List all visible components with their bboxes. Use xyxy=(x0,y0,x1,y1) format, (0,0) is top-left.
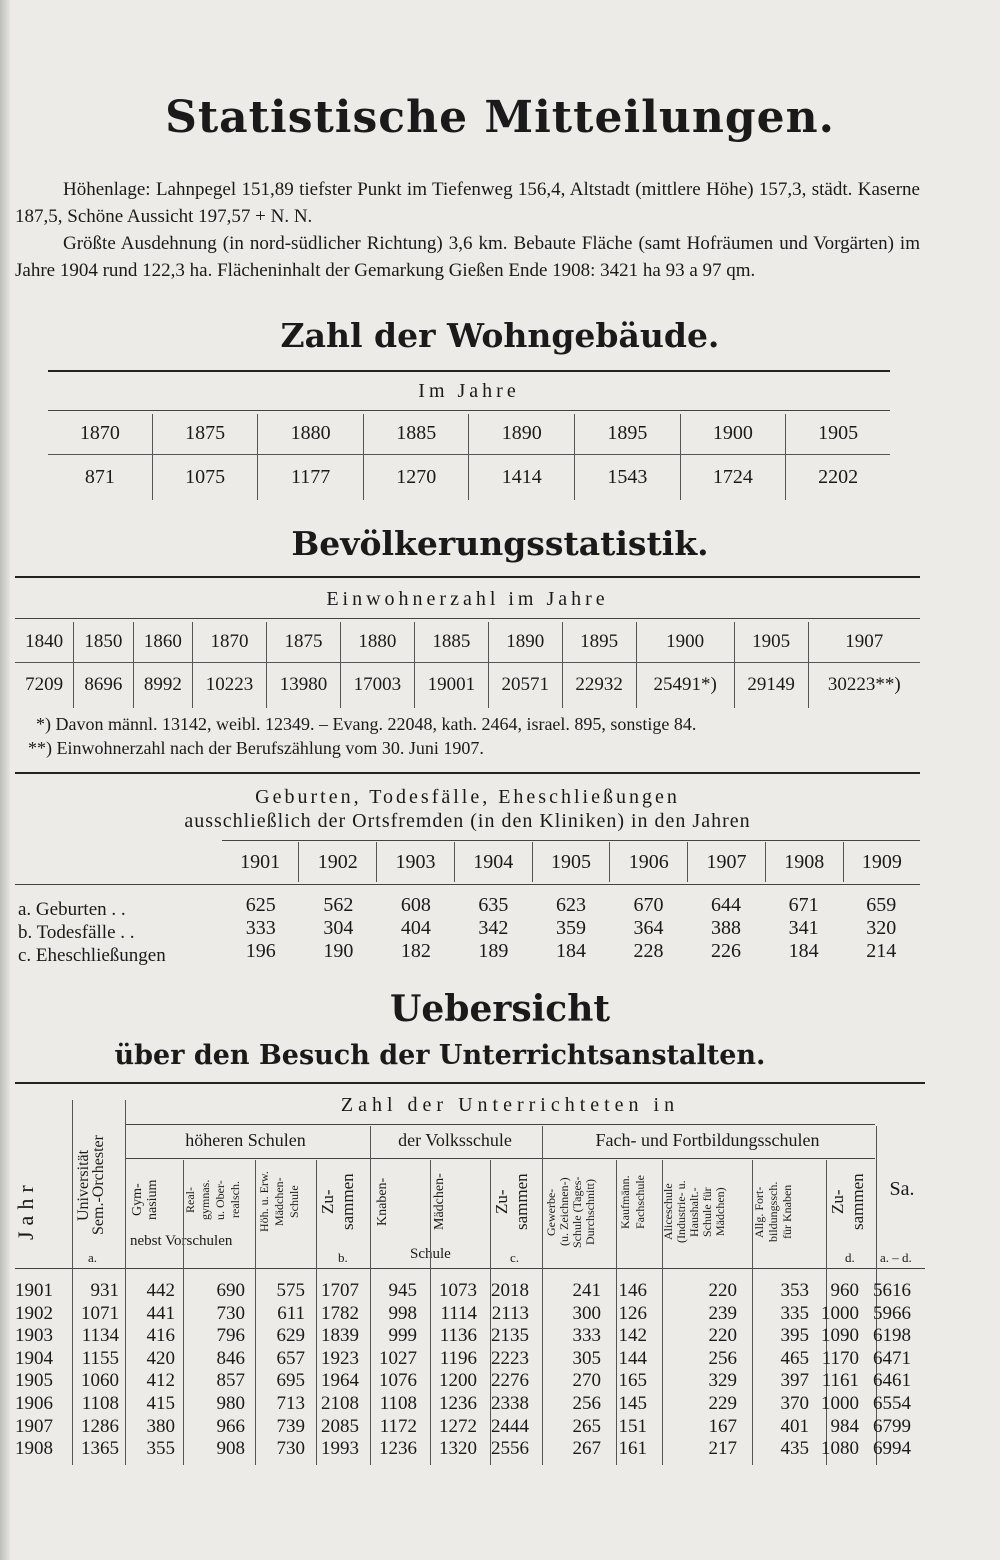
group-fachschulen: Fach- und Fortbildungsschulen xyxy=(595,1130,820,1150)
school-cell: 217 xyxy=(708,1438,737,1460)
geb-value: 670 xyxy=(633,894,664,916)
geb-value: 190 xyxy=(323,940,354,962)
school-cell: 739 xyxy=(276,1415,305,1437)
wohn-year: 1870 xyxy=(79,422,120,445)
school-cell: 2444 xyxy=(491,1415,529,1437)
bev-value: 10223 xyxy=(193,662,267,708)
school-row xyxy=(15,1280,915,1303)
col-summe: Sa. xyxy=(889,1178,915,1200)
bev-value: 25491*) xyxy=(636,662,734,708)
bev-caption: Einwohnerzahl im Jahre xyxy=(326,588,609,610)
school-cell: 1839 xyxy=(321,1325,359,1347)
school-cell: 435 xyxy=(780,1438,809,1460)
school-cell: 2223 xyxy=(491,1347,529,1369)
school-cell: 265 xyxy=(572,1415,601,1437)
school-cell: 2556 xyxy=(491,1438,529,1460)
school-cell: 6554 xyxy=(873,1392,911,1414)
school-cell: 1155 xyxy=(81,1347,119,1369)
wohn-value: 1414 xyxy=(469,454,575,500)
school-cell: 1993 xyxy=(321,1438,359,1460)
school-cell: 1080 xyxy=(821,1438,859,1460)
sub-label-a: a. xyxy=(88,1250,98,1265)
geb-caption-2: ausschließlich der Ortsfremden (in den Kliniken) in den Jahren xyxy=(184,810,751,832)
bev-year: 1860 xyxy=(133,622,192,662)
school-cell: 1236 xyxy=(379,1438,417,1460)
geb-value: 359 xyxy=(555,917,586,939)
school-row-year: 1903 xyxy=(15,1325,53,1347)
geb-value: 364 xyxy=(633,917,664,939)
school-cell: 165 xyxy=(618,1370,647,1392)
school-cell: 1272 xyxy=(439,1415,477,1437)
school-cell: 2338 xyxy=(491,1392,529,1414)
school-row xyxy=(15,1393,915,1416)
bev-years-row xyxy=(15,622,920,662)
geb-year: 1904 xyxy=(454,842,532,882)
school-cell: 960 xyxy=(830,1280,859,1301)
school-cell: 2276 xyxy=(491,1370,529,1392)
geb-row-births xyxy=(222,894,920,917)
geb-years-row xyxy=(222,842,920,882)
group-volksschule: der Volksschule xyxy=(398,1130,512,1150)
school-cell: 441 xyxy=(146,1302,175,1324)
school-cell: 5616 xyxy=(873,1280,911,1301)
sub-label-vorschulen: nebst Vorschulen xyxy=(130,1233,233,1249)
geb-value: 226 xyxy=(711,940,742,962)
school-cell: 611 xyxy=(277,1302,305,1324)
school-cell: 229 xyxy=(708,1392,737,1414)
school-cell: 2135 xyxy=(491,1325,529,1347)
school-cell: 6198 xyxy=(873,1325,911,1347)
bev-year: 1875 xyxy=(267,622,341,662)
school-cell: 690 xyxy=(216,1280,245,1301)
school-cell: 1073 xyxy=(439,1280,477,1301)
geb-value: 608 xyxy=(400,894,431,916)
school-cell: 945 xyxy=(388,1280,417,1301)
geb-value: 182 xyxy=(400,940,431,962)
col-gymnasium: Gym- nasium xyxy=(130,1179,160,1221)
bev-value: 22932 xyxy=(562,662,636,708)
school-row xyxy=(15,1370,915,1393)
col-gewerbeschule: Gewerbe- (u. Zeichnen-) Schule (Tages- Durchschnitt) xyxy=(544,1176,597,1248)
school-row-year: 1908 xyxy=(15,1438,53,1460)
school-row xyxy=(15,1416,915,1439)
rule-bev-mid xyxy=(15,618,920,619)
bev-year: 1907 xyxy=(808,622,920,662)
wohn-caption: Im Jahre xyxy=(418,380,520,402)
wohn-value: 871 xyxy=(84,465,115,488)
school-cell: 1000 xyxy=(821,1302,859,1324)
school-cell: 980 xyxy=(216,1392,245,1414)
school-cell: 395 xyxy=(780,1325,809,1347)
school-row xyxy=(15,1348,915,1371)
geb-value: 304 xyxy=(323,917,354,939)
geb-value: 625 xyxy=(245,894,276,916)
geb-year: 1909 xyxy=(843,842,920,882)
school-cell: 999 xyxy=(388,1325,417,1347)
school-cell: 353 xyxy=(780,1280,809,1301)
school-cell: 1108 xyxy=(81,1392,119,1414)
school-cell: 329 xyxy=(708,1370,737,1392)
geb-value: 671 xyxy=(788,894,819,916)
school-cell: 267 xyxy=(572,1438,601,1460)
school-row-year: 1904 xyxy=(15,1347,53,1369)
school-cell: 1172 xyxy=(379,1415,417,1437)
page-title: Statistische Mitteilungen. xyxy=(165,92,835,143)
col-realgymnasium: Real- gymnas. u. Ober- realsch. xyxy=(183,1179,242,1221)
school-cell: 1060 xyxy=(81,1370,119,1392)
wohn-value: 1177 xyxy=(258,454,364,500)
geb-year: 1902 xyxy=(299,842,377,882)
school-cell: 161 xyxy=(618,1438,647,1460)
school-cell: 220 xyxy=(708,1325,737,1347)
school-cell: 355 xyxy=(146,1438,175,1460)
school-cell: 5966 xyxy=(873,1302,911,1324)
bev-value: 13980 xyxy=(267,662,341,708)
school-cell: 442 xyxy=(146,1280,175,1301)
bev-year: 1895 xyxy=(562,622,636,662)
bev-footnote-1: *) Davon männl. 13142, weibl. 12349. – Evang. 22048, kath. 2464, israel. 895, sonstige 84. xyxy=(36,714,697,734)
wohn-year: 1900 xyxy=(680,414,786,454)
col-zusammen-c: Zu- sammen xyxy=(492,1173,531,1231)
geb-row-label-marriages: c. Eheschließungen xyxy=(18,945,166,966)
school-cell: 1236 xyxy=(439,1392,477,1414)
rule-school-groups xyxy=(125,1158,875,1159)
bev-year: 1890 xyxy=(488,622,562,662)
col-universitaet: Universität Sem.-Orchester xyxy=(75,1135,107,1235)
geb-year: 1906 xyxy=(610,842,688,882)
geb-row-deaths xyxy=(222,917,920,940)
school-cell: 1114 xyxy=(440,1302,477,1324)
wohn-year: 1875 xyxy=(152,414,258,454)
school-cell: 1108 xyxy=(379,1392,417,1414)
geb-row-label-deaths: b. Todesfälle . . xyxy=(18,922,135,943)
wohn-value: 1075 xyxy=(152,454,258,500)
geb-value: 189 xyxy=(478,940,509,962)
school-cell: 305 xyxy=(572,1347,601,1369)
geb-value: 320 xyxy=(866,917,897,939)
subheading-unterricht: über den Besuch der Unterrichtsanstalten. xyxy=(114,1040,766,1071)
rule-wohn-mid xyxy=(48,410,890,411)
rule-geb-mid xyxy=(222,840,920,841)
geb-value: 562 xyxy=(323,894,354,916)
geb-value: 333 xyxy=(245,917,276,939)
school-cell: 1365 xyxy=(81,1438,119,1460)
school-cell: 300 xyxy=(572,1302,601,1324)
school-cell: 1923 xyxy=(321,1347,359,1369)
geb-year: 1908 xyxy=(765,842,843,882)
school-cell: 333 xyxy=(572,1325,601,1347)
col-zusammen-b: Zu- sammen xyxy=(318,1173,357,1231)
school-cell: 142 xyxy=(618,1325,647,1347)
bev-year: 1905 xyxy=(734,622,808,662)
geb-value: 184 xyxy=(555,940,586,962)
bev-year: 1850 xyxy=(74,622,133,662)
school-cell: 126 xyxy=(618,1302,647,1324)
bev-value: 19001 xyxy=(414,662,488,708)
wohn-year: 1905 xyxy=(786,414,890,454)
bev-year: 1885 xyxy=(414,622,488,662)
school-cell: 629 xyxy=(276,1325,305,1347)
school-cell: 335 xyxy=(780,1302,809,1324)
school-cell: 1964 xyxy=(321,1370,359,1392)
sub-label-schule: Schule xyxy=(410,1246,451,1262)
geb-value: 404 xyxy=(400,917,431,939)
school-cell: 730 xyxy=(276,1438,305,1460)
school-cell: 6461 xyxy=(873,1370,911,1392)
geb-value: 644 xyxy=(711,894,742,916)
geb-years-table xyxy=(222,842,920,882)
school-cell: 144 xyxy=(618,1347,647,1369)
wohn-value: 1724 xyxy=(680,454,786,500)
bev-table xyxy=(15,622,920,708)
school-cell: 796 xyxy=(216,1325,245,1347)
geb-value: 214 xyxy=(866,940,897,962)
school-cell: 465 xyxy=(780,1347,809,1369)
col-aliceschule: Aliceschule (Industrie- u. Haushalt.- Schule für Mädchen) xyxy=(661,1180,727,1244)
school-cell: 1707 xyxy=(321,1280,359,1301)
geb-value: 623 xyxy=(555,894,586,916)
school-row-year: 1906 xyxy=(15,1392,53,1414)
rule-bev-top xyxy=(15,576,920,578)
geb-year: 1901 xyxy=(240,850,281,873)
school-cell: 998 xyxy=(388,1302,417,1324)
wohn-years-row xyxy=(48,414,890,454)
geb-row-marriages xyxy=(222,940,920,963)
bev-value: 30223**) xyxy=(808,662,920,708)
school-row-year: 1905 xyxy=(15,1370,53,1392)
school-cell: 241 xyxy=(572,1280,601,1301)
col-fortbildungsschule: Allg. Fort- bildungssch. für Knaben xyxy=(752,1181,794,1243)
geb-value: 228 xyxy=(633,940,664,962)
sub-label-d: d. xyxy=(845,1250,855,1265)
bev-values-row xyxy=(15,662,920,708)
wohn-year: 1885 xyxy=(363,414,469,454)
school-table xyxy=(15,1280,915,1461)
geb-year: 1905 xyxy=(532,842,610,882)
wohn-value: 2202 xyxy=(786,454,890,500)
school-row-year: 1901 xyxy=(15,1280,53,1301)
school-row-year: 1902 xyxy=(15,1302,53,1324)
school-cell: 713 xyxy=(276,1392,305,1414)
school-cell: 695 xyxy=(276,1370,305,1392)
bev-value: 7209 xyxy=(25,674,64,696)
geb-row-label-births: a. Geburten . . xyxy=(18,899,126,920)
school-cell: 846 xyxy=(216,1347,245,1369)
school-cell: 1090 xyxy=(821,1325,859,1347)
school-row xyxy=(15,1303,915,1326)
geb-value: 342 xyxy=(478,917,509,939)
school-cell: 151 xyxy=(618,1415,647,1437)
school-cell: 6471 xyxy=(873,1347,911,1369)
geb-caption-1: Geburten, Todesfälle, Eheschließungen xyxy=(255,786,680,808)
school-cell: 370 xyxy=(780,1392,809,1414)
school-row xyxy=(15,1325,915,1348)
school-cell: 401 xyxy=(780,1415,809,1437)
intro-area-paragraph: Größte Ausdehnung (in nord-südlicher Richtung) 3,6 km. Bebaute Fläche (samt Hofräumen und Vorgärten) im Jahre 1904 rund 122,3 ha. Flächeninhalt der Gemarkung Gießen Ende 1908: 3421 ha 93 a 97 qm. xyxy=(15,233,920,281)
school-cell: 380 xyxy=(146,1415,175,1437)
col-kaufmaennische-fachschule: Kaufmänn. Fachschule xyxy=(618,1175,647,1229)
bev-value: 17003 xyxy=(340,662,414,708)
school-cell: 1000 xyxy=(821,1392,859,1414)
school-cell: 984 xyxy=(830,1415,859,1437)
school-cell: 6994 xyxy=(873,1438,911,1460)
wohn-year: 1895 xyxy=(575,414,681,454)
rule-geb-low xyxy=(15,884,920,885)
bev-year: 1900 xyxy=(636,622,734,662)
school-cell: 1027 xyxy=(379,1347,417,1369)
heading-bevoelkerung: Bevölkerungsstatistik. xyxy=(291,524,709,563)
school-cell: 1286 xyxy=(81,1415,119,1437)
bev-value: 8696 xyxy=(74,662,133,708)
school-cell: 220 xyxy=(708,1280,737,1301)
school-cell: 1170 xyxy=(821,1347,859,1369)
school-cell: 1071 xyxy=(81,1302,119,1324)
sub-label-b: b. xyxy=(338,1250,348,1265)
heading-wohngebaeude: Zahl der Wohngebäude. xyxy=(280,316,720,355)
geb-year: 1907 xyxy=(688,842,766,882)
group-hoehere-schulen: höheren Schulen xyxy=(185,1130,306,1150)
school-cell: 2018 xyxy=(491,1280,529,1301)
wohn-value: 1270 xyxy=(363,454,469,500)
school-cell: 1136 xyxy=(439,1325,477,1347)
col-zusammen-d: Zu- sammen xyxy=(828,1173,867,1231)
bev-value: 8992 xyxy=(133,662,192,708)
school-cell: 146 xyxy=(618,1280,647,1301)
school-cell: 256 xyxy=(572,1392,601,1414)
bev-year: 1870 xyxy=(193,622,267,662)
school-cell: 2113 xyxy=(491,1302,529,1324)
rule-geb-top xyxy=(15,772,920,774)
col-jahr: Jahr xyxy=(13,1179,38,1241)
school-cell: 2085 xyxy=(321,1415,359,1437)
school-cell: 657 xyxy=(276,1347,305,1369)
wohn-values-row xyxy=(48,454,890,500)
wohn-year: 1880 xyxy=(258,414,364,454)
school-table-body xyxy=(15,1280,915,1461)
school-cell: 1076 xyxy=(379,1370,417,1392)
geb-values-table xyxy=(222,894,920,963)
school-caption: Zahl der Unterrichteten in xyxy=(340,1094,680,1116)
school-cell: 1200 xyxy=(439,1370,477,1392)
bev-year: 1840 xyxy=(25,630,64,652)
school-cell: 931 xyxy=(90,1280,119,1301)
bev-value: 20571 xyxy=(488,662,562,708)
school-row xyxy=(15,1438,915,1461)
geb-year: 1903 xyxy=(377,842,455,882)
school-cell: 1782 xyxy=(321,1302,359,1324)
rule-wohn-top xyxy=(48,370,890,372)
intro-height-paragraph: Höhenlage: Lahnpegel 151,89 tiefster Punkt im Tiefenweg 156,4, Altstadt (mittlere Höhe) 157,3, städt. Kaserne 187,5, Schöne Aussicht 197,57 + N. N. xyxy=(15,179,920,227)
school-cell: 412 xyxy=(146,1370,175,1392)
col-hoehere-maedchenschule: Höh. u. Erw. Mädchen- Schule xyxy=(257,1171,301,1233)
col-maedchen: Mädchen- xyxy=(432,1173,447,1231)
col-knaben: Knaben- xyxy=(375,1177,390,1227)
rule-school-top xyxy=(15,1082,925,1084)
geb-value: 341 xyxy=(788,917,819,939)
school-cell: 167 xyxy=(708,1415,737,1437)
school-cell: 908 xyxy=(216,1438,245,1460)
geb-value: 388 xyxy=(711,917,742,939)
school-cell: 1196 xyxy=(439,1347,477,1369)
school-cell: 575 xyxy=(276,1280,305,1301)
school-cell: 857 xyxy=(216,1370,245,1392)
rule-school-header-bottom xyxy=(15,1268,925,1269)
school-cell: 1134 xyxy=(81,1325,119,1347)
geb-value: 184 xyxy=(788,940,819,962)
school-cell: 6799 xyxy=(873,1415,911,1437)
sub-label-a-d: a. – d. xyxy=(880,1250,912,1265)
school-cell: 145 xyxy=(618,1392,647,1414)
school-cell: 415 xyxy=(146,1392,175,1414)
geb-value: 659 xyxy=(866,894,897,916)
school-cell: 397 xyxy=(780,1370,809,1392)
rule-school-caption xyxy=(125,1124,875,1125)
wohn-year: 1890 xyxy=(469,414,575,454)
bev-footnote-2: **) Einwohnerzahl nach der Berufszählung vom 30. Juni 1907. xyxy=(28,738,484,758)
wohn-table xyxy=(48,414,890,500)
geb-value: 635 xyxy=(478,894,509,916)
school-cell: 2108 xyxy=(321,1392,359,1414)
sub-label-c: c. xyxy=(510,1250,520,1265)
school-cell: 256 xyxy=(708,1347,737,1369)
school-cell: 416 xyxy=(146,1325,175,1347)
heading-uebersicht: Uebersicht xyxy=(389,988,610,1030)
bev-year: 1880 xyxy=(340,622,414,662)
school-cell: 730 xyxy=(216,1302,245,1324)
school-cell: 270 xyxy=(572,1370,601,1392)
school-row-year: 1907 xyxy=(15,1415,53,1437)
geb-value: 196 xyxy=(245,940,276,962)
bev-value: 29149 xyxy=(734,662,808,708)
school-cell: 1320 xyxy=(439,1438,477,1460)
school-cell: 966 xyxy=(216,1415,245,1437)
school-cell: 420 xyxy=(146,1347,175,1369)
school-cell: 1161 xyxy=(821,1370,859,1392)
wohn-value: 1543 xyxy=(575,454,681,500)
school-cell: 239 xyxy=(708,1302,737,1324)
